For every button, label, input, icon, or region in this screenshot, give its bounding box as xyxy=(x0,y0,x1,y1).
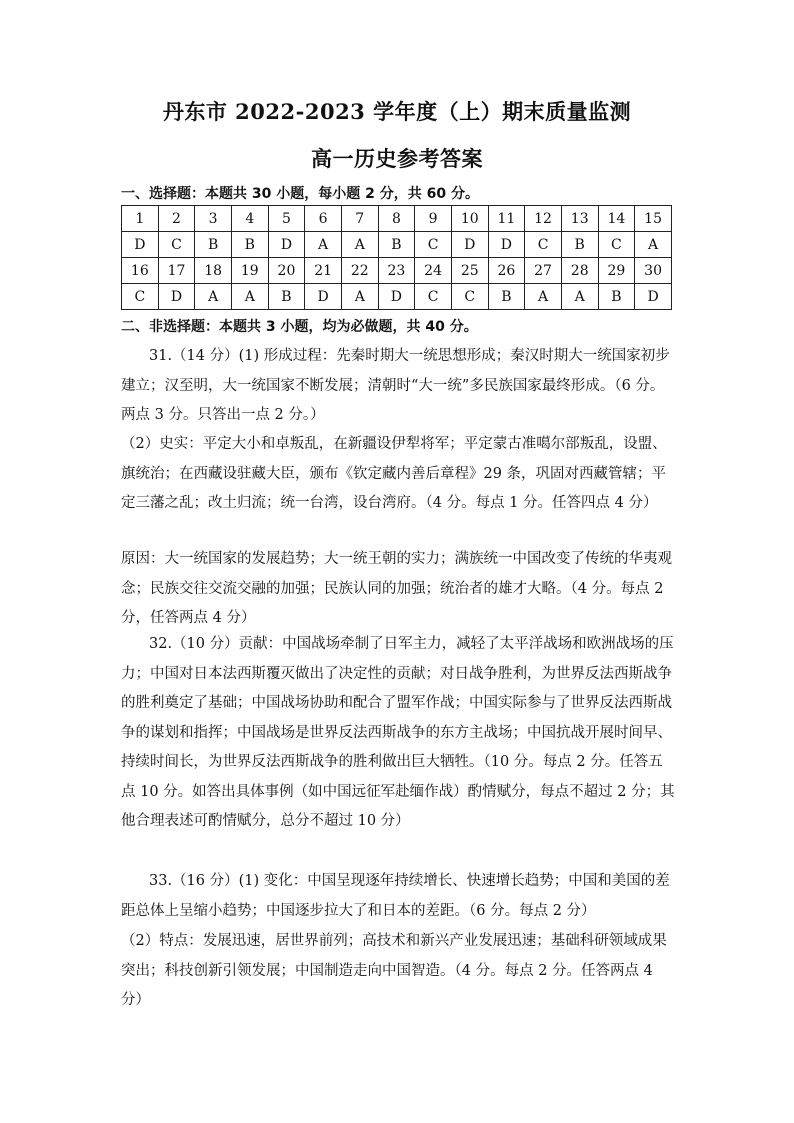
answer-cell: D xyxy=(158,284,195,310)
answer-cell: C xyxy=(415,284,452,310)
answer-cell: B xyxy=(231,232,268,258)
answer-cell: D xyxy=(122,232,159,258)
answer-cell: B xyxy=(378,232,415,258)
question-number: 8 xyxy=(378,206,415,232)
document-subtitle: 高一历史参考答案 xyxy=(311,146,483,171)
question-33-part-2-answer: （2）特点：发展迅速，居世界前列；高技术和新兴产业发展迅速；基础科研领域成果突出；科技创新引领发展；中国制造走向中国智造。（4 分。每点 2 分。任答两点 4 分） xyxy=(121,933,667,1008)
answer-table-answer-row-2 xyxy=(122,284,672,310)
question-number: 14 xyxy=(598,206,635,232)
answer-cell: D xyxy=(268,232,305,258)
answer-cell: D xyxy=(488,232,525,258)
question-number: 25 xyxy=(451,258,488,284)
answer-cell: A xyxy=(525,284,562,310)
answer-cell: C xyxy=(598,232,635,258)
question-number: 16 xyxy=(122,258,159,284)
answer-cell: D xyxy=(378,284,415,310)
question-number: 9 xyxy=(415,206,452,232)
question-number: 11 xyxy=(488,206,525,232)
question-number: 3 xyxy=(195,206,232,232)
answer-cell: C xyxy=(158,232,195,258)
question-number: 22 xyxy=(341,258,378,284)
answer-cell: A xyxy=(341,284,378,310)
question-number: 28 xyxy=(561,258,598,284)
question-number: 18 xyxy=(195,258,232,284)
question-number: 27 xyxy=(525,258,562,284)
answer-cell: B xyxy=(598,284,635,310)
question-number: 23 xyxy=(378,258,415,284)
answer-cell: A xyxy=(231,284,268,310)
answer-cell: D xyxy=(451,232,488,258)
question-32-answer: 32.（10 分）贡献：中国战场牵制了日军主力，减轻了太平洋战场和欧洲战场的压力；中国对日本法西斯覆灭做出了决定性的贡献；对日战争胜利，为世界反法西斯战争的胜利奠定了基础；中国战场协助和配合了盟军作战；中国实际参与了世界反法西斯战争的谋划和指挥；中国战场是世界反法西斯战争的东方主战场；中国抗战开展时间早、持续时间长，为世界反法西斯战争的胜利做出巨大牺牲。（10 分。每点 2 分。任答五点 10 分。如答出具体事例（如中国远征军赴缅作战）酌情赋分，每点不超过 2 分；其他合理表述可酌情赋分，总分不超过 10 分） xyxy=(121,636,675,829)
question-number: 13 xyxy=(561,206,598,232)
answer-cell: B xyxy=(488,284,525,310)
answer-cell: C xyxy=(525,232,562,258)
answer-cell: A xyxy=(305,232,342,258)
question-number: 7 xyxy=(341,206,378,232)
answer-table-number-row-1 xyxy=(122,206,672,232)
question-number: 26 xyxy=(488,258,525,284)
question-number: 21 xyxy=(305,258,342,284)
question-number: 5 xyxy=(268,206,305,232)
question-number: 15 xyxy=(635,206,672,232)
answer-cell: C xyxy=(451,284,488,310)
section2-heading: 二、非选择题：本题共 3 小题，均为必做题，共 40 分。 xyxy=(121,319,478,335)
document-title: 丹东市 2022-2023 学年度（上）期末质量监测 xyxy=(162,99,632,124)
question-number: 1 xyxy=(122,206,159,232)
question-number: 6 xyxy=(305,206,342,232)
question-number: 24 xyxy=(415,258,452,284)
question-33-part-1-answer: 33.（16 分）(1) 变化：中国呈现逐年持续增长、快速增长趋势；中国和美国的差距总体上呈缩小趋势；中国逐步拉大了和日本的差距。（6 分。每点 2 分） xyxy=(121,873,670,919)
question-number: 29 xyxy=(598,258,635,284)
question-number: 20 xyxy=(268,258,305,284)
question-31-part-2-reasons: 原因：大一统国家的发展趋势；大一统王朝的实力；满族统一中国改变了传统的华夷观念；民族交往交流交融的加强；民族认同的加强；统治者的雄才大略。（4 分。每点 2 分，任答两点 4 分） xyxy=(121,551,672,626)
answer-cell: A xyxy=(341,232,378,258)
question-number: 17 xyxy=(158,258,195,284)
answer-cell: C xyxy=(122,284,159,310)
question-number: 30 xyxy=(635,258,672,284)
question-number: 2 xyxy=(158,206,195,232)
question-number: 4 xyxy=(231,206,268,232)
answer-cell: D xyxy=(305,284,342,310)
answer-cell: B xyxy=(561,232,598,258)
question-number: 12 xyxy=(525,206,562,232)
answer-cell: A xyxy=(195,284,232,310)
answer-cell: B xyxy=(268,284,305,310)
question-number: 10 xyxy=(451,206,488,232)
answer-cell: A xyxy=(561,284,598,310)
answer-cell: A xyxy=(635,232,672,258)
answer-table-answer-row-1 xyxy=(122,232,672,258)
question-number: 19 xyxy=(231,258,268,284)
question-31-part-2-facts: （2）史实：平定大小和卓叛乱，在新疆设伊犁将军；平定蒙古准噶尔部叛乱，设盟、旗统治；在西藏设驻藏大臣，颁布《钦定藏内善后章程》29 条，巩固对西藏管辖；平定三藩之乱；改土归流；统一台湾，设台湾府。（4 分。每点 1 分。任答四点 4 分） xyxy=(121,436,667,511)
question-31-part-1-answer: 31.（14 分）(1) 形成过程：先秦时期大一统思想形成；秦汉时期大一统国家初步建立；汉至明，大一统国家不断发展；清朝时“大一统”多民族国家最终形成。（6 分。两点 3 分。只答出一点 2 分。） xyxy=(121,348,670,423)
answer-cell: B xyxy=(195,232,232,258)
answer-cell: D xyxy=(635,284,672,310)
section1-heading: 一、选择题：本题共 30 小题，每小题 2 分，共 60 分。 xyxy=(121,186,479,202)
answer-table xyxy=(121,205,672,310)
answer-cell: C xyxy=(415,232,452,258)
answer-table-number-row-2 xyxy=(122,258,672,284)
